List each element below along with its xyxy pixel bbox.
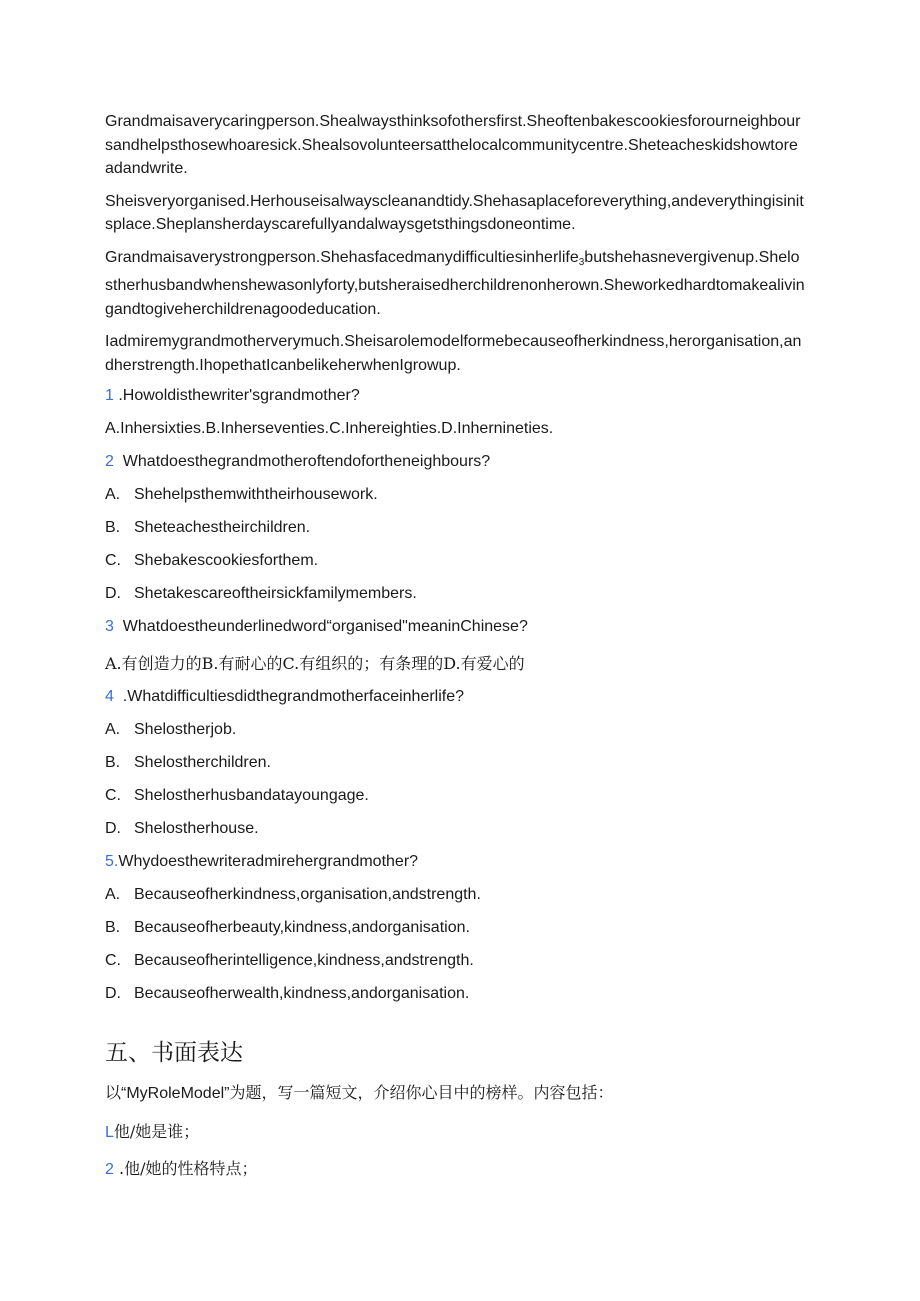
item-number: 2: [105, 1161, 114, 1178]
section-heading: 五、书面表达: [105, 1040, 243, 1066]
option-letter: A.: [105, 886, 121, 903]
question-3: [105, 618, 805, 641]
option-text: Sheteachestheirchildren.: [134, 519, 311, 536]
option-a: [105, 886, 805, 909]
question-text: Whatdoesthegrandmotheroftendofortheneighbours?: [113, 453, 491, 470]
question-2: [105, 453, 805, 476]
question-1-options: A.Inhersixties.B.Inherseventies.C.Inhereighties.D.Inhernineties.: [105, 420, 554, 437]
option-letter: D.: [105, 820, 121, 837]
question-number: 4: [105, 688, 114, 705]
question-number: 2: [105, 453, 114, 470]
option-letter: D.: [105, 985, 121, 1002]
option-letter: D.: [105, 585, 121, 602]
option-b: [105, 519, 805, 542]
question-text: .Whatdifficultiesdidthegrandmotherfaceinherlife?: [113, 688, 465, 705]
options-line-text: A.有创造力的B.有耐心的C.有组织的；有条理的D.有爱心的: [105, 654, 525, 673]
option-letter: A.: [105, 721, 121, 738]
option-text: Shehelpsthemwiththeirhousework.: [134, 486, 378, 503]
option-text: Becauseofherwealth,kindness,andorganisation.: [134, 985, 470, 1002]
option-text: Becauseofherbeauty,kindness,andorganisation.: [134, 919, 470, 936]
option-text: Shelostherhusbandatayoungage.: [134, 787, 369, 804]
passage-paragraph-1: Grandmaisaverycaringperson.Shealwaysthinksofothersfirst.Sheoftenbakescookiesforourneighboursandhelpsthosewhoaresick.Shealsovolunteersatthelocalcommunitycentre.Sheteacheskidshowtoreadandwrite.: [105, 113, 801, 177]
option-text: Shelostherjob.: [134, 721, 237, 738]
passage-paragraph-2: Sheisveryorganised.Herhouseisalwayscleanandtidy.Shehasaplaceforeverything,andeverythingisinitsplace.Sheplansherdayscarefullyandalwaysgetsthingsdoneontime.: [105, 192, 804, 233]
option-b: [105, 754, 805, 777]
writing-prompt: [105, 1080, 805, 1103]
option-letter: B.: [105, 754, 121, 771]
option-text: Becauseofherkindness,organisation,andstrength.: [134, 886, 481, 903]
option-d: [105, 985, 805, 1008]
question-number: 3: [105, 618, 114, 635]
option-text: Shelostherchildren.: [134, 754, 271, 771]
writing-prompt-text: 为题，写一篇短文，介绍你心目中的榜样。内容包括：: [229, 1083, 614, 1102]
document-page: [105, 110, 805, 1189]
question-number: 1: [105, 387, 114, 404]
option-text: Becauseofherintelligence,kindness,andstrength.: [134, 952, 474, 969]
option-a: [105, 486, 805, 509]
writing-item-2: [105, 1156, 805, 1179]
option-letter: C.: [105, 952, 121, 969]
option-d: [105, 585, 805, 608]
passage-paragraph-3-part-b: butshehasnevergivenup.Shelostherhusbandwhenshewasonlyforty,butsheraisedherchildrenonherown.Sheworkedhardtomakealivingandtogiveherchildrenagoodeducation.: [105, 248, 805, 318]
item-number: L: [105, 1124, 114, 1141]
question-5: [105, 853, 805, 876]
option-text: Shetakescareoftheirsickfamilymembers.: [134, 585, 417, 602]
option-c: [105, 952, 805, 975]
item-text: 他/她是谁；: [113, 1122, 200, 1141]
passage-paragraph-3-part-a: Grandmaisaverystrongperson.Shehasfacedmanydifficultiesinherlife: [105, 248, 579, 266]
writing-prompt-title: 以“MyRoleModel”: [105, 1085, 230, 1102]
option-text: Shebakescookiesforthem.: [134, 552, 319, 569]
option-letter: A.: [105, 486, 121, 503]
question-3-options: [105, 651, 805, 674]
question-number: 5.: [105, 853, 119, 870]
option-a: [105, 721, 805, 744]
option-letter: B.: [105, 519, 121, 536]
passage-paragraph-4: Iadmiremygrandmotherverymuch.Sheisarolemodelformebecauseofherkindness,herorganisation,andherstrength.IhopethatIcanbelikeherwhenIgrowup.: [105, 333, 802, 374]
question-1: [105, 387, 805, 410]
writing-item-1: [105, 1119, 805, 1142]
option-c: [105, 552, 805, 575]
passage-paragraph-3: [105, 246, 805, 322]
question-4: [105, 688, 805, 711]
question-text: Whatdoestheunderlinedword“organised"meaninChinese?: [113, 618, 528, 635]
option-b: [105, 919, 805, 942]
question-text: Whydoesthewriteradmirehergrandmother?: [118, 853, 419, 870]
subscript-mark: 3: [578, 256, 585, 268]
option-text: Shelostherhouse.: [134, 820, 259, 837]
option-d: [105, 820, 805, 843]
option-letter: B.: [105, 919, 121, 936]
option-c: [105, 787, 805, 810]
option-letter: C.: [105, 787, 121, 804]
question-text: .Howoldisthewriter'sgrandmother?: [113, 387, 360, 404]
option-letter: C.: [105, 552, 121, 569]
item-text: .他/她的性格特点；: [113, 1159, 258, 1178]
